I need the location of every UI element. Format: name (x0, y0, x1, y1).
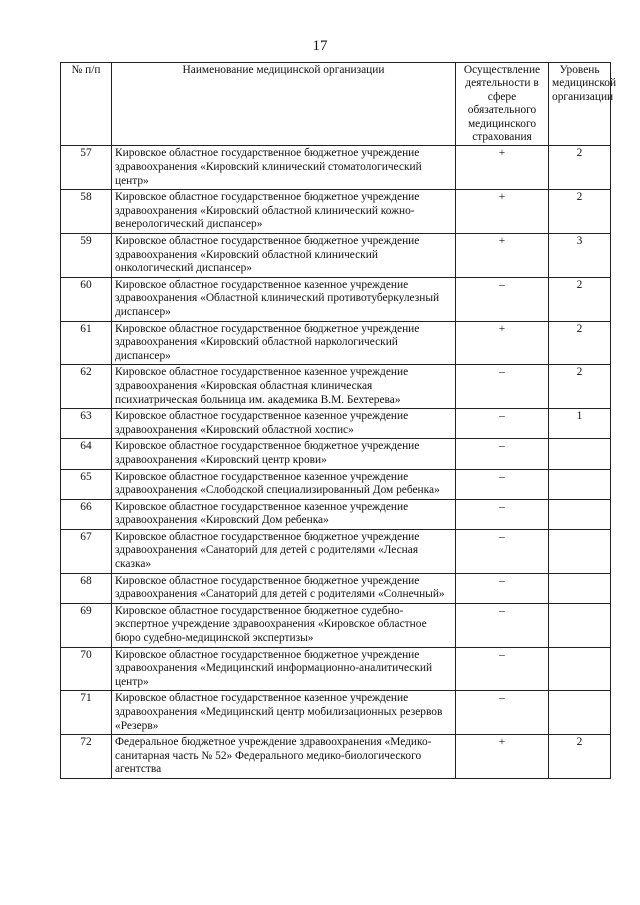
table-row (61, 190, 611, 234)
organization-level (549, 603, 611, 647)
row-number: 62 (61, 365, 112, 409)
row-number: 66 (61, 499, 112, 529)
organization-name: Кировское областное государственное казенное учреждение здравоохранения «Слободской специализированный Дом ребенка» (112, 469, 456, 499)
row-number: 64 (61, 439, 112, 469)
row-number: 59 (61, 234, 112, 278)
page-number: 17 (312, 38, 328, 54)
organization-name: Кировское областное государственное бюджетное учреждение здравоохранения «Кировский клинический стоматологический центр» (112, 146, 456, 190)
row-number: 68 (61, 573, 112, 603)
organization-level (549, 691, 611, 735)
organization-name: Кировское областное государственное казенное учреждение здравоохранения «Кировская областная клиническая психиатрическая больница им. академика В.М. Бехтерева» (112, 365, 456, 409)
table-row (61, 439, 611, 469)
organization-level: 1 (549, 409, 611, 439)
organization-name: Кировское областное государственное бюджетное учреждение здравоохранения «Кировский областной наркологический диспансер» (112, 321, 456, 365)
table-row (61, 603, 611, 647)
organization-name: Кировское областное государственное бюджетное учреждение здравоохранения «Кировский областной клинический кожно-венерологический диспансер» (112, 190, 456, 234)
medical-organizations-table (60, 62, 617, 779)
header-level: Уровень медицинской организации (549, 63, 611, 146)
organization-name: Кировское областное государственное бюджетное учреждение здравоохранения «Санаторий для детей с родителями «Лесная сказка» (112, 529, 456, 573)
table-header-row (61, 63, 611, 146)
organization-name: Федеральное бюджетное учреждение здравоохранения «Медико-санитарная часть № 52» Федерального медико-биологического агентства (112, 735, 456, 779)
table-row (61, 277, 611, 321)
table-row (61, 469, 611, 499)
organization-level (549, 499, 611, 529)
row-number: 67 (61, 529, 112, 573)
organization-name: Кировское областное государственное казенное учреждение здравоохранения «Кировский областной хоспис» (112, 409, 456, 439)
header-number: № п/п (61, 63, 112, 146)
organization-name: Кировское областное государственное бюджетное учреждение здравоохранения «Санаторий для детей с родителями «Солнечный» (112, 573, 456, 603)
header-insurance: Осуществление деятельности в сфере обязательного медицинского страхования (456, 63, 549, 146)
insurance-mark: – (456, 499, 549, 529)
insurance-mark: – (456, 409, 549, 439)
insurance-mark: – (456, 603, 549, 647)
table-row (61, 234, 611, 278)
organization-name: Кировское областное государственное бюджетное учреждение здравоохранения «Медицинский информационно-аналитический центр» (112, 647, 456, 691)
row-number: 71 (61, 691, 112, 735)
organization-name: Кировское областное государственное бюджетное судебно-экспертное учреждение здравоохранения «Кировское областное бюро судебно-медицинской экспертизы» (112, 603, 456, 647)
insurance-mark: – (456, 573, 549, 603)
organization-level (549, 573, 611, 603)
insurance-mark: – (456, 439, 549, 469)
organization-level (549, 439, 611, 469)
table-row (61, 735, 611, 779)
row-number: 60 (61, 277, 112, 321)
organization-level (549, 647, 611, 691)
organization-level: 3 (549, 234, 611, 278)
row-number: 65 (61, 469, 112, 499)
insurance-mark: + (456, 190, 549, 234)
row-number: 57 (61, 146, 112, 190)
table-row (61, 146, 611, 190)
organization-level: 2 (549, 277, 611, 321)
table-row (61, 499, 611, 529)
organization-name: Кировское областное государственное казенное учреждение здравоохранения «Областной клинический противотуберкулезный диспансер» (112, 277, 456, 321)
insurance-mark: – (456, 529, 549, 573)
organization-name: Кировское областное государственное бюджетное учреждение здравоохранения «Кировский центр крови» (112, 439, 456, 469)
organization-name: Кировское областное государственное казенное учреждение здравоохранения «Кировский Дом ребенка» (112, 499, 456, 529)
insurance-mark: – (456, 365, 549, 409)
table-row (61, 409, 611, 439)
header-name: Наименование медицинской организации (112, 63, 456, 146)
table-row (61, 573, 611, 603)
organization-level: 2 (549, 365, 611, 409)
row-number: 61 (61, 321, 112, 365)
insurance-mark: – (456, 647, 549, 691)
table-row (61, 691, 611, 735)
row-number: 58 (61, 190, 112, 234)
row-number: 69 (61, 603, 112, 647)
organization-level: 2 (549, 735, 611, 779)
organization-name: Кировское областное государственное бюджетное учреждение здравоохранения «Кировский областной клинический онкологический диспансер» (112, 234, 456, 278)
insurance-mark: – (456, 277, 549, 321)
insurance-mark: + (456, 146, 549, 190)
insurance-mark: – (456, 691, 549, 735)
organization-level (549, 529, 611, 573)
row-number: 72 (61, 735, 112, 779)
table-row (61, 529, 611, 573)
insurance-mark: + (456, 234, 549, 278)
table-row (61, 321, 611, 365)
organization-level: 2 (549, 146, 611, 190)
organization-level (549, 469, 611, 499)
table-row (61, 647, 611, 691)
organization-level: 2 (549, 321, 611, 365)
table-row (61, 365, 611, 409)
insurance-mark: + (456, 321, 549, 365)
row-number: 63 (61, 409, 112, 439)
row-number: 70 (61, 647, 112, 691)
insurance-mark: – (456, 469, 549, 499)
organization-level: 2 (549, 190, 611, 234)
organization-name: Кировское областное государственное казенное учреждение здравоохранения «Медицинский центр мобилизационных резервов «Резерв» (112, 691, 456, 735)
insurance-mark: + (456, 735, 549, 779)
